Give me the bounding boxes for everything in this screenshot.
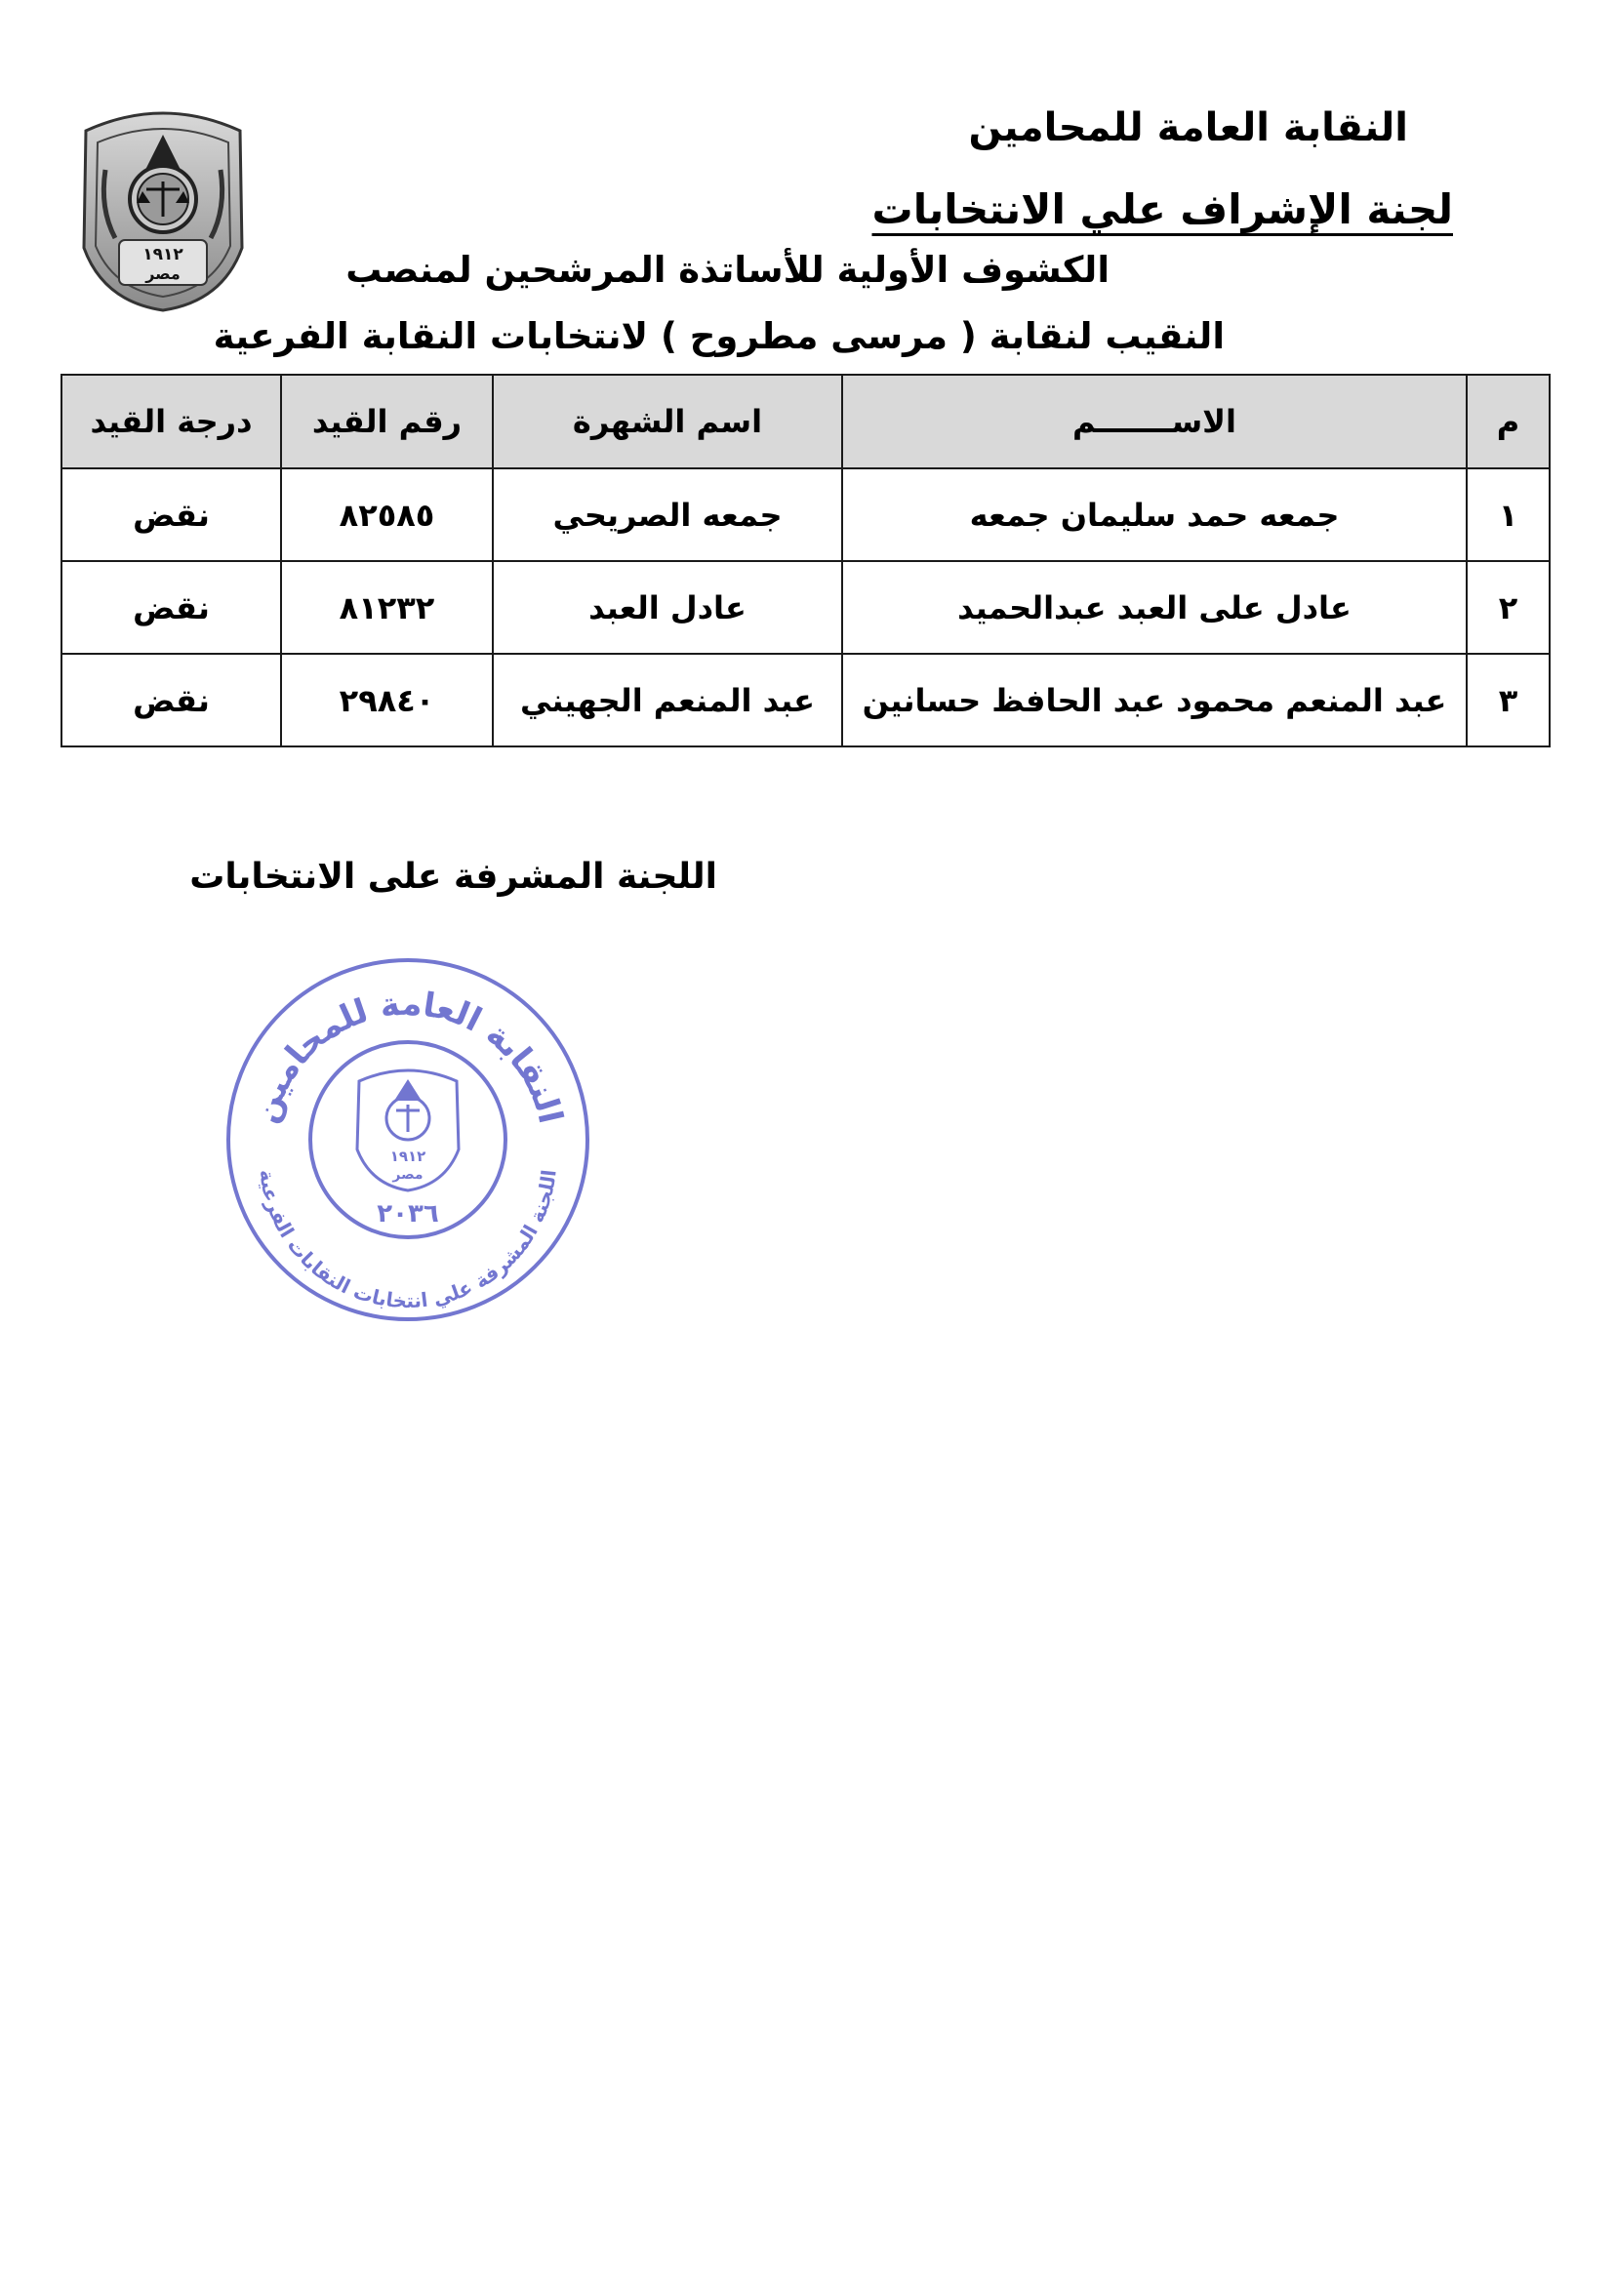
header-reg-level: درجة القيد — [61, 375, 281, 468]
cell-nickname: عادل العبد — [493, 561, 842, 654]
stamp-number: ٢٠٣٦ — [377, 1199, 439, 1229]
signature-label: اللجنة المشرفة على الانتخابات — [189, 857, 717, 897]
stamp-bottom-text: اللجنة المشرفة علي انتخابات النقابات الفرعية — [255, 1168, 561, 1313]
committee-stamp — [222, 954, 593, 1325]
cell-reg-no: ٢٩٨٤٠ — [281, 654, 493, 746]
table-header-row — [61, 375, 1550, 468]
table-row — [61, 654, 1550, 746]
header-nickname: اسم الشهرة — [493, 375, 842, 468]
list-title-line-1: الكشوف الأولية للأساتذة المرشحين لمنصب — [345, 249, 1110, 291]
stamp-top-text: النقابة العامة للمحامين — [245, 984, 571, 1128]
cell-reg-no: ٨٢٥٨٥ — [281, 468, 493, 561]
cell-nickname: عبد المنعم الجهيني — [493, 654, 842, 746]
table-row — [61, 561, 1550, 654]
stamp-country: مصر — [392, 1167, 424, 1183]
cell-reg-level: نقض — [61, 468, 281, 561]
bar-association-logo — [76, 101, 250, 314]
cell-reg-level: نقض — [61, 561, 281, 654]
cell-name: جمعه حمد سليمان جمعه — [842, 468, 1467, 561]
table-row — [61, 468, 1550, 561]
cell-reg-no: ٨١٢٣٢ — [281, 561, 493, 654]
cell-index: ٢ — [1467, 561, 1550, 654]
committee-title: لجنة الإشراف علي الانتخابات — [871, 185, 1453, 233]
candidates-table — [61, 374, 1551, 747]
cell-name: عادل على العبد عبدالحميد — [842, 561, 1467, 654]
cell-name: عبد المنعم محمود عبد الحافظ حسانين — [842, 654, 1467, 746]
org-title: النقابة العامة للمحامين — [968, 105, 1408, 150]
cell-index: ١ — [1467, 468, 1550, 561]
cell-nickname: جمعه الصريحي — [493, 468, 842, 561]
list-title-line-2: النقيب لنقابة ( مرسى مطروح ) لانتخابات النقابة الفرعية — [213, 315, 1225, 357]
header-reg-no: رقم القيد — [281, 375, 493, 468]
cell-reg-level: نقض — [61, 654, 281, 746]
logo-year: ١٩١٢ — [142, 245, 183, 264]
header-index: م — [1467, 375, 1550, 468]
cell-index: ٣ — [1467, 654, 1550, 746]
header-name: الاســـــــم — [842, 375, 1467, 468]
stamp-year: ١٩١٢ — [389, 1148, 426, 1165]
logo-country: مصر — [145, 264, 181, 283]
